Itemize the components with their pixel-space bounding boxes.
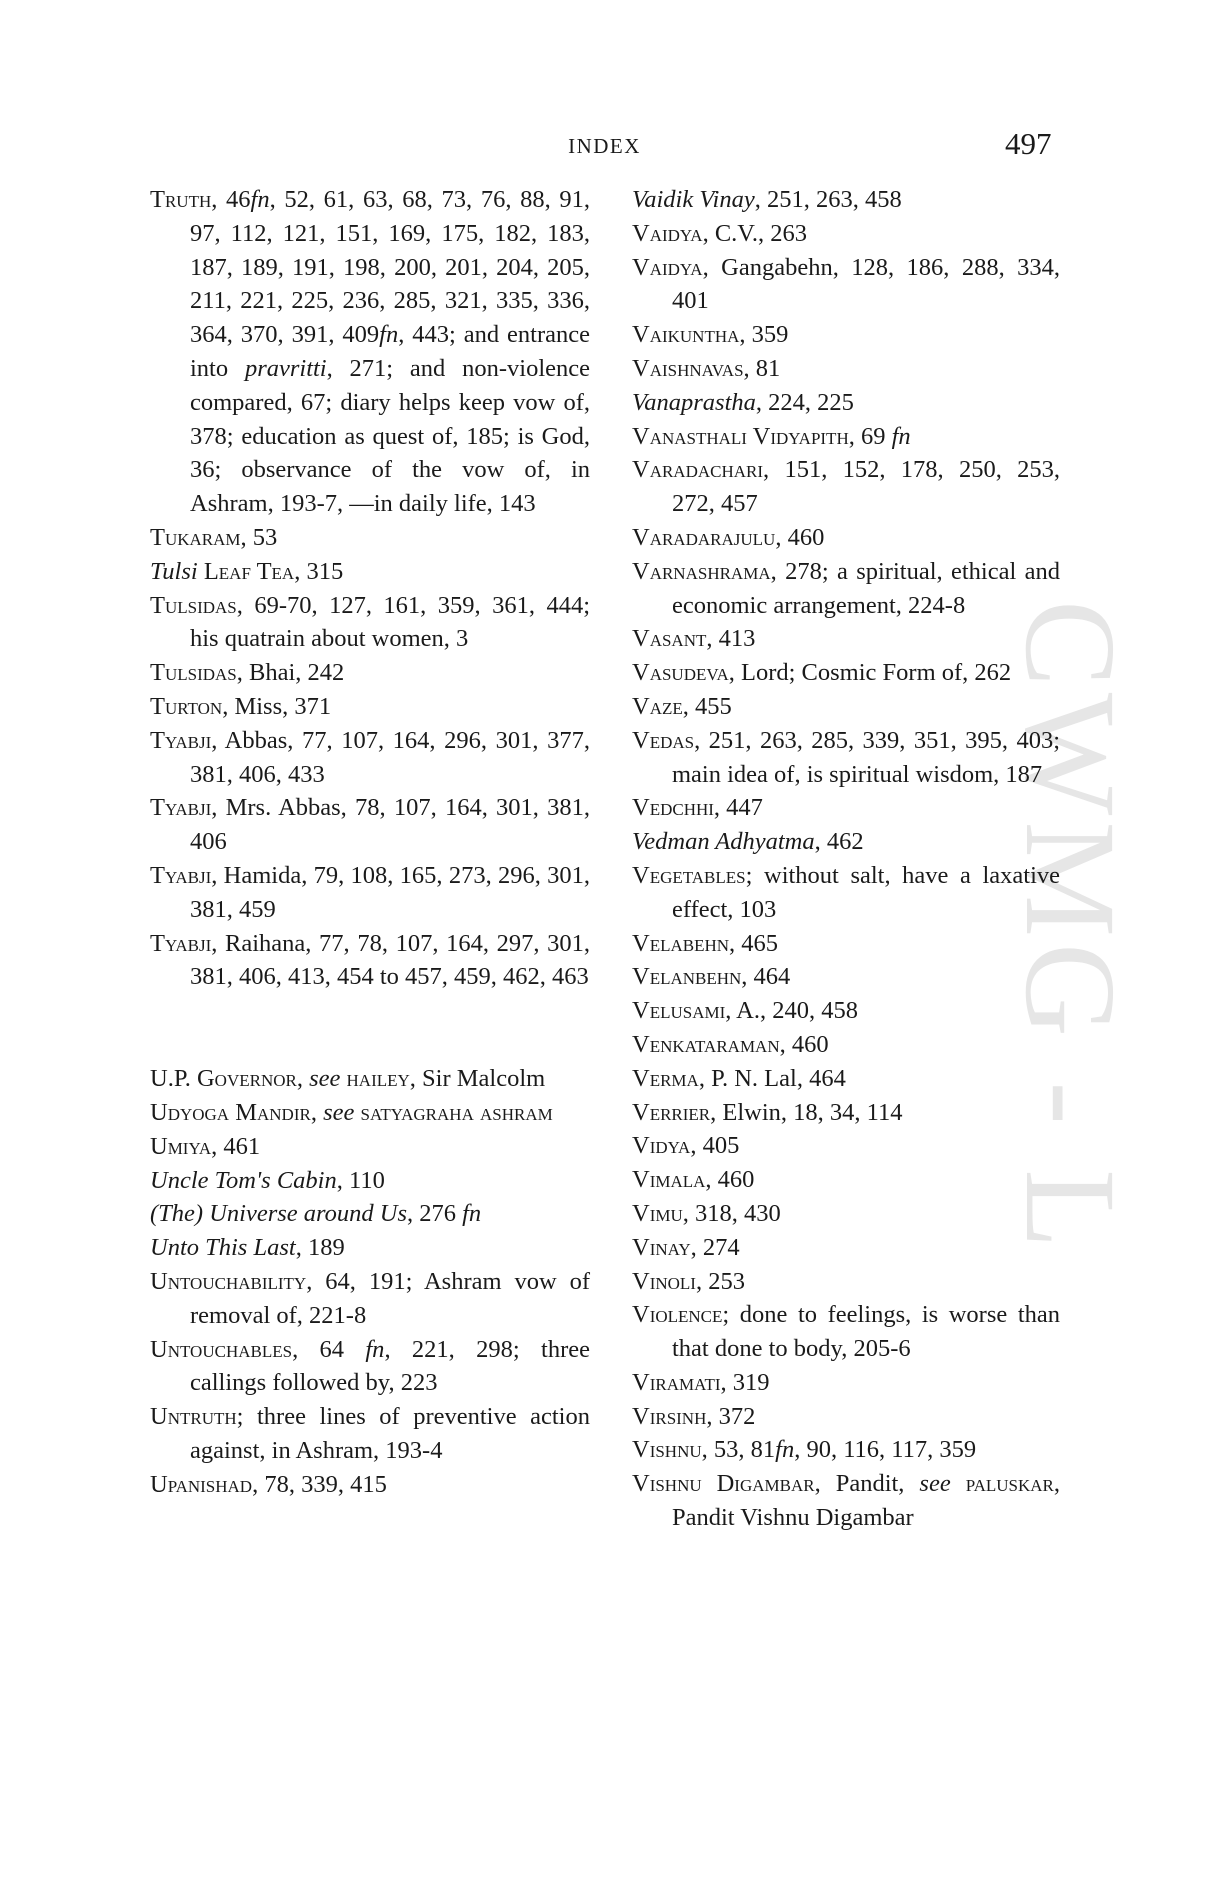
index-entry: Vidya, 405 [632, 1132, 740, 1160]
page-number: 497 [1005, 126, 1052, 161]
index-entry: Viramati, 319 [632, 1368, 770, 1396]
index-entry: Untouchables, 64 fn, 221, 298; three callings followed by, 223 [150, 1335, 590, 1397]
index-entry: Vaishnavas, 81 [632, 354, 781, 382]
index-entry: Vimala, 460 [632, 1166, 755, 1194]
index-entry: Vedman Adhyatma, 462 [632, 828, 864, 856]
index-entry: Varadachari, 151, 152, 178, 250, 253, 272, 457 [632, 456, 1060, 518]
index-entry: Vegetables; without salt, have a laxative effect, 103 [632, 861, 1060, 923]
index-entry: Upanishad, 78, 339, 415 [150, 1470, 387, 1498]
index-entry: U.P. Governor, see hailey, Sir Malcolm [150, 1065, 546, 1093]
index-entry: Tulsidas, Bhai, 242 [150, 659, 345, 687]
index-entry: Vasudeva, Lord; Cosmic Form of, 262 [632, 659, 1012, 687]
index-entry: Vaikuntha, 359 [632, 321, 789, 349]
index-entry: Tulsi Leaf Tea, 315 [150, 557, 344, 585]
index-entry: Varnashrama, 278; a spiritual, ethical and economic arrangement, 224-8 [632, 557, 1060, 619]
index-entry: Unto This Last, 189 [150, 1234, 345, 1262]
index-entry: Vedchhi, 447 [632, 794, 763, 822]
index-entry: Vinoli, 253 [632, 1267, 745, 1295]
index-entry: Vinay, 274 [632, 1233, 740, 1261]
index-entry: Tyabji, Raihana, 77, 78, 107, 164, 297, 301, 381, 406, 413, 454 to 457, 459, 462, 463 [150, 929, 590, 991]
index-entry: Virsinh, 372 [632, 1402, 756, 1430]
index-entry: Untouchability, 64, 191; Ashram vow of removal of, 221-8 [150, 1267, 590, 1329]
index-entry: Verma, P. N. Lal, 464 [632, 1064, 846, 1092]
index-entry: Tukaram, 53 [150, 523, 278, 551]
index-entry: Untruth; three lines of preventive action against, in Ashram, 193-4 [150, 1403, 590, 1464]
index-entry: Vaidya, Gangabehn, 128, 186, 288, 334, 401 [632, 253, 1060, 315]
index-entry: Vishnu, 53, 81fn, 90, 116, 117, 359 [632, 1436, 977, 1464]
index-entry: Varadarajulu, 460 [632, 523, 825, 551]
index-entry: Umiya, 461 [150, 1132, 261, 1160]
index-entry: Udyoga Mandir, see satyagraha ashram [150, 1098, 553, 1126]
index-entry: Violence; done to feelings, is worse than that done to body, 205-6 [632, 1301, 1060, 1363]
index-entry: Verrier, Elwin, 18, 34, 114 [632, 1098, 903, 1126]
index-column-right [632, 183, 1060, 1535]
index-entry: Tulsidas, 69-70, 127, 161, 359, 361, 444; his quatrain about women, 3 [150, 591, 590, 653]
index-entry: Tyabji, Mrs. Abbas, 78, 107, 164, 301, 381, 406 [150, 794, 590, 856]
index-entry: Tyabji, Abbas, 77, 107, 164, 296, 301, 377, 381, 406, 433 [150, 726, 590, 788]
index-entry: Uncle Tom's Cabin, 110 [150, 1166, 385, 1194]
index-entry: Vaidya, C.V., 263 [632, 219, 807, 247]
index-entry: Velusami, A., 240, 458 [632, 997, 858, 1025]
index-entry: Vishnu Digambar, Pandit, see paluskar, Pandit Vishnu Digambar [632, 1470, 1060, 1532]
index-entry: Vanasthali Vidyapith, 69 fn [632, 422, 911, 450]
index-entry: (The) Universe around Us, 276 fn [150, 1200, 482, 1228]
index-entry: Turton, Miss, 371 [150, 692, 332, 720]
index-entry: Vaidik Vinay, 251, 263, 458 [632, 186, 902, 213]
watermark-text: CWMG - L [998, 600, 1142, 1255]
index-entry: Truth, 46fn, 52, 61, 63, 68, 73, 76, 88, 91, 97, 112, 121, 151, 169, 175, 182, 183, 187, 189, 191, 198, 200, 201, 204, 205, 211, 221, 225, 236, 285, 321, 335, 336, 364, 370, 391, 409fn, 443; and entrance into pravritti, 271; and non-violence compared, 67; diary helps keep vow of, 378; education as quest of, 185; is God, 36; observance of the vow of, in Ashram, 193-7, —in daily life, 143 [150, 186, 591, 518]
index-entry: Venkataraman, 460 [632, 1030, 829, 1058]
index-entry: Vimu, 318, 430 [632, 1199, 781, 1227]
index-entry: Vanaprastha, 224, 225 [632, 388, 854, 416]
running-header: INDEX [568, 134, 641, 158]
index-entry: Vasant, 413 [632, 625, 756, 653]
index-entry: Vedas, 251, 263, 285, 339, 351, 395, 403; main idea of, is spiritual wisdom, 187 [632, 726, 1060, 788]
index-entry: Tyabji, Hamida, 79, 108, 165, 273, 296, 301, 381, 459 [150, 861, 590, 923]
section-gap [150, 994, 590, 1062]
index-entry: Vaze, 455 [632, 692, 732, 720]
index-entry: Velanbehn, 464 [632, 963, 791, 991]
index-entry: Velabehn, 465 [632, 929, 779, 957]
index-column-left [150, 183, 590, 1501]
